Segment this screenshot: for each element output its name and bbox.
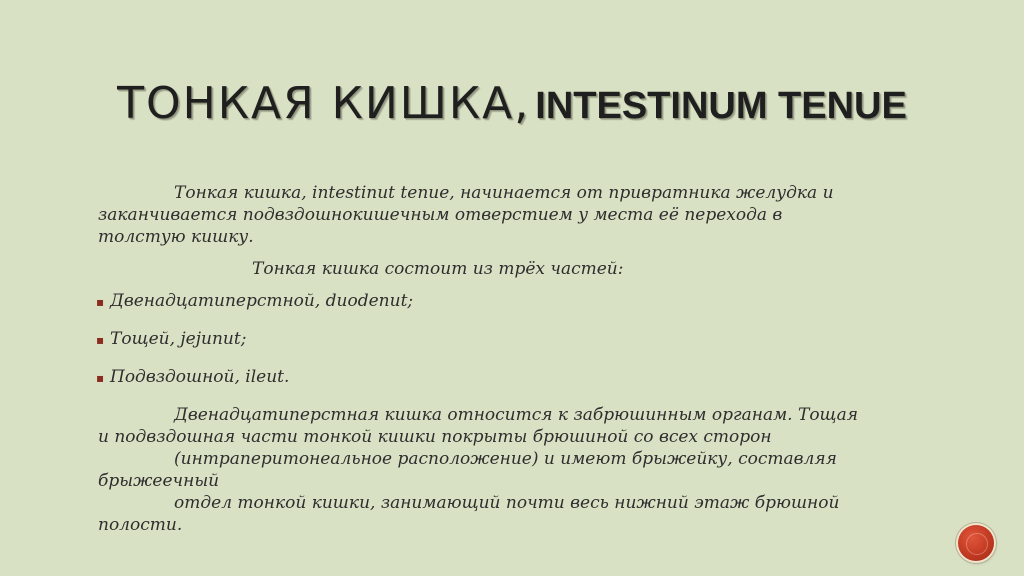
slide-body — [98, 182, 888, 536]
square-bullet-icon: ▪ — [96, 295, 105, 309]
paragraph2-line3: (интраперитонеальное расположение) и имеют брыжейку, составляя — [174, 449, 837, 469]
title-russian: ТОНКАЯ КИШКА, — [117, 78, 531, 129]
list-item-text: Подвздошной, ileut. — [110, 367, 290, 387]
paragraph2-line5: отдел тонкой кишки, занимающий почти весь нижний этаж брюшной — [174, 493, 840, 513]
list-item — [98, 328, 888, 356]
list-item-text: Тощей, jejunut; — [110, 329, 247, 349]
slide-title — [0, 78, 1024, 129]
paragraph1-line3: толстую кишку. — [98, 227, 254, 247]
paragraph1-line1: Тонкая кишка, intestinut tenue, начинается от привратника желудка и — [174, 183, 834, 203]
parts-intro: Тонкая кишка состоит из трёх частей: — [252, 259, 624, 279]
list-item-text: Двенадцатиперстной, duodenut; — [110, 291, 414, 311]
list-item — [98, 366, 888, 394]
list-item — [98, 290, 888, 318]
paragraph2-line6: полости. — [98, 515, 183, 535]
paragraph1-line2: заканчивается подвздошнокишечным отверстием у места её перехода в — [98, 205, 783, 225]
square-bullet-icon: ▪ — [96, 333, 105, 347]
paragraph2-line2: и подвздошная части тонкой кишки покрыты брюшиной со всех сторон — [98, 427, 772, 447]
paragraph2-line4: брыжеечный — [98, 471, 220, 491]
square-bullet-icon: ▪ — [96, 371, 105, 385]
next-slide-button-icon[interactable] — [958, 525, 994, 561]
button-ring — [966, 533, 988, 555]
paragraph2-line1: Двенадцатиперстная кишка относится к забрюшинным органам. Тощая — [174, 405, 858, 425]
title-latin: INTESTINUM TENUE — [535, 85, 907, 127]
